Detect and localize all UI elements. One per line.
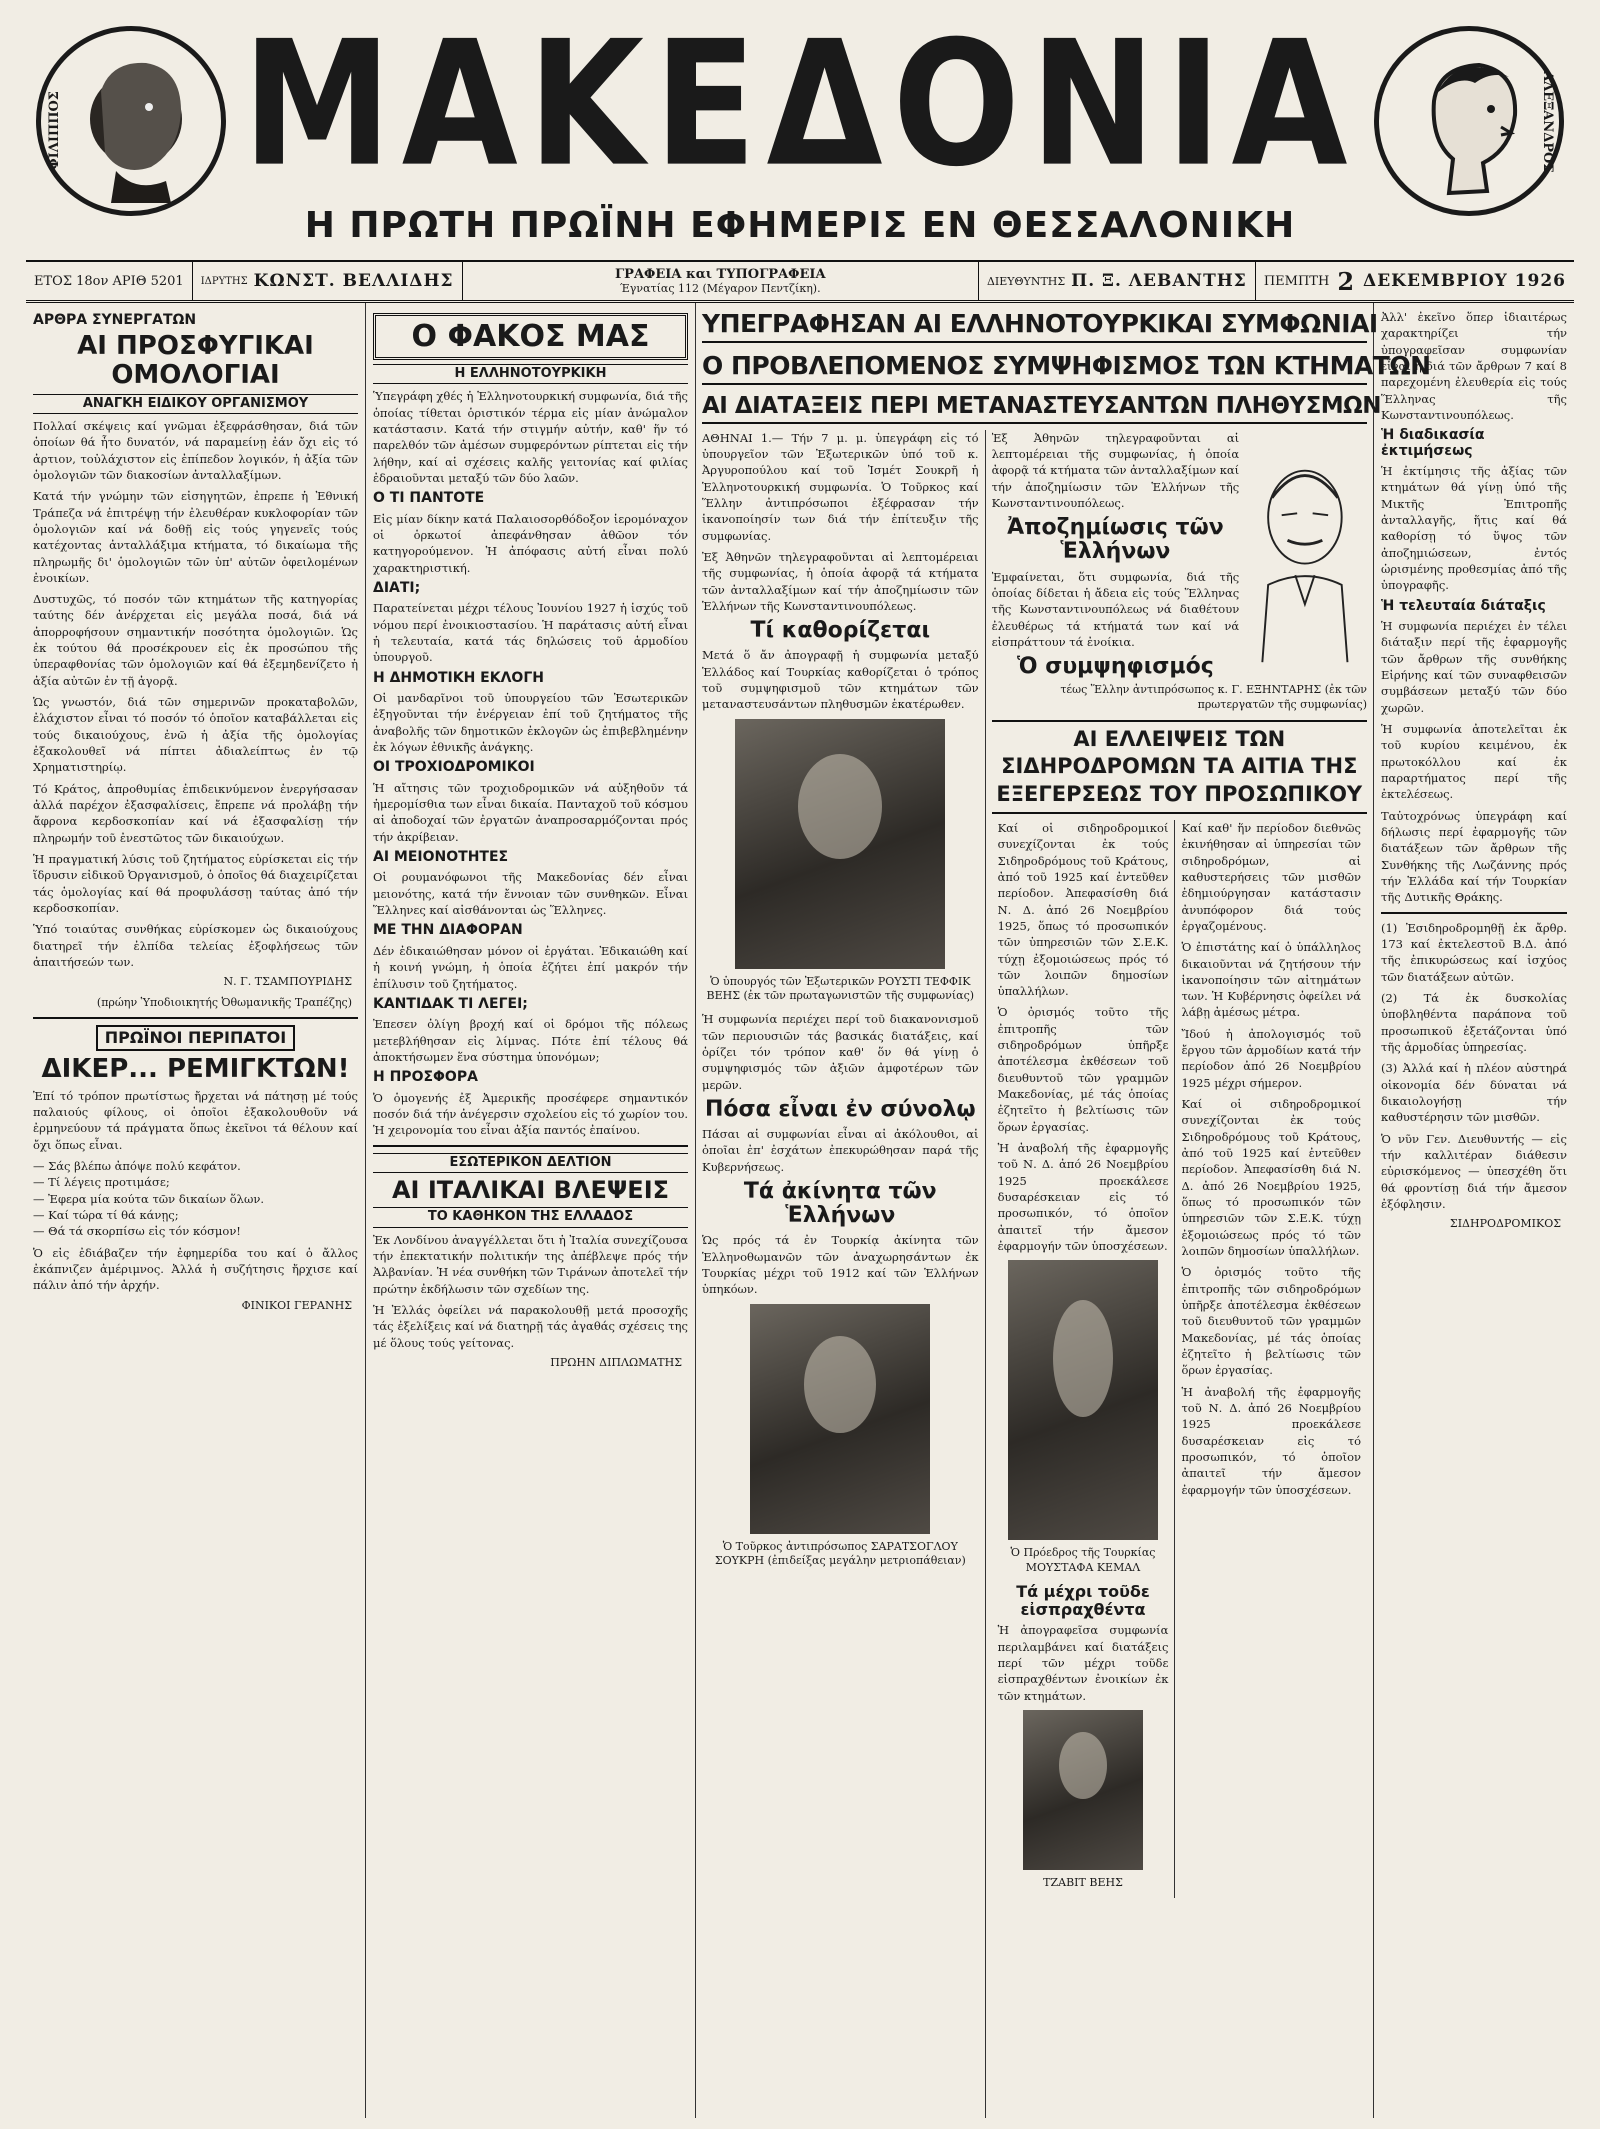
article-paragraph: Ἐκ Λονδίνου ἀναγγέλλεται ὅτι ἡ Ἰταλία συνεχίζουσα τήν ἐπεκτατικήν πολιτικήν της ἀπέβλεψε πρός τήν Ἀλβανίαν. Ἡ νέα συνθήκη τῶν Τιράνων ἀποτελεῖ τήν πρώτην ἐκδήλωσιν τῶν σχεδίων της.	[373, 1232, 688, 1296]
article-paragraph: Εἰς μίαν δίκην κατά Παλαιοσορθόδοξον ἱερομόναχον οἱ ὁρκωτοί ἀπεφάνθησαν ἀθῶον τόν κατηγορούμενον. Ἡ ἀπόφασις αὐτή εἶναι πολύ χαρακτηριστική.	[373, 511, 688, 575]
railway-paragraph: Καί καθ' ἥν περίοδον διεθνῶς ἐκινήθησαν αἱ ὑπηρεσίαι τῶν σιδηροδρόμων, αἱ καθυστερήσεις τῶν μισθῶν ἐδημιούργησαν κατάστασιν ἀνυπόφορον διά τούς ἐργαζομένους.	[1181, 820, 1361, 933]
column-headline: Ο ΦΑΚΟΣ ΜΑΣ	[373, 313, 688, 360]
article-paragraph: Δέν ἐδικαιώθησαν μόνον οἱ ἐργάται. Ἐδικαιώθη καί ἡ κοινή γνώμη, ἡ ὁποία ἐζήτει ἐπί μακρόν τήν ἐπίλυσιν τοῦ ζητήματος.	[373, 943, 688, 991]
article-paragraph: Οἱ μανδαρῖνοι τοῦ ὑπουργείου τῶν Ἐσωτερικῶν ἐξηγοῦνται τήν ἐνέργειαν ἐπί τοῦ ζητήματος τῆς ἀναβολῆς τῶν δημοτικῶν ἐκλογῶν ὡς ἐπιβεβλημένην ἐκ λόγων ἐθνικῆς ἀνάγκης.	[373, 691, 688, 755]
article-subheading: Ἡ διαδικασία ἐκτιμήσεως	[1381, 427, 1485, 459]
lead-column-left	[696, 430, 986, 2118]
alexander-profile-icon	[1379, 31, 1559, 211]
lead-paragraph: Ἡ ἀπογραφεῖσα συμφωνία περιλαμβάνει καί διατάξεις περί τῶν μέχρι τοῦδε εἰσπραχθέντων ἐνοικίων ἐκ τῶν κτημάτων.	[997, 1623, 1169, 1703]
railway-paragraph: Καί οἱ σιδηροδρομικοί συνεχίζονται ἐκ τούς Σιδηροδρόμους τοῦ Κράτους, ἀπό τοῦ 1925 καί ἐντεῦθεν περίοδον. Ἀπεφασίσθη διά Ν. Δ. ἀπό 26 Νοεμβρίου 1925, ὅπως τό προσωπικόν τῶν ὑπηρεσιῶν τῶν Σ.Ε.Κ. τύχῃ ἐξομοιώσεως πρός τό τῶν λοιπῶν δημοσίων ὑπαλλήλων.	[997, 820, 1169, 999]
article-headline: ΑΙ ΠΡΟΣΦΥΓΙΚΑΙ ΟΜΟΛΟΓΙΑΙ	[77, 331, 314, 390]
lead-subheading: Τά μέχρι τοῦδε εἰσπραχθέντα	[1016, 1582, 1150, 1619]
portrait-photo	[1008, 1260, 1158, 1540]
lead-subheading: Τά ἀκίνητα τῶν Ἑλλήνων	[743, 1179, 937, 1229]
article-dialogue: — Σάς βλέπω ἀπόψε πολύ κεφάτον. — Τί λέγεις προτιμάσε; — Ἐφερα μία κούτα τῶν δικαίων ὅλων. — Καί τώρα τί θά κάνῃς; — Θά τά σκορπίσω εἰς τόν κόσμον!	[33, 1158, 264, 1239]
lead-headline: Ο ΠΡΟΒΛΕΠΟΜΕΝΟΣ ΣΥΜΨΗΦΙΣΜΟΣ ΤΩΝ ΚΤΗΜΑΤΩΝ	[702, 349, 1367, 385]
section-label: ΕΣΩΤΕΡΙΚΟΝ ΔΕΛΤΙΟΝ	[373, 1153, 688, 1173]
article-paragraph: Ὑπό τοιαύτας συνθήκας εὑρίσκομεν ὡς δικαιούχους διατηρεῖ τήν ἐλπίδα τελείας ἐξοφλήσεως τῶν ἀπαιτήσεών των.	[33, 922, 358, 970]
railway-paragraph: Καί οἱ σιδηροδρομικοί συνεχίζονται ἐκ τούς Σιδηροδρόμους τοῦ Κράτους, ἀπό τοῦ 1925 καί ἐντεῦθεν περίοδον. Ἀπεφασίσθη διά Ν. Δ. ἀπό 26 Νοεμβρίου 1925, ὅπως τό προσωπικόν τῶν ὑπηρεσιῶν τῶν Σ.Ε.Κ. τύχῃ ἐξομοιώσεως πρός τό τῶν λοιπῶν δημοσίων ὑπαλλήλων.	[1181, 1097, 1361, 1259]
article-signature: ΠΡΩΗΝ ΔΙΠΛΩΜΑΤΗΣ	[550, 1355, 682, 1369]
lead-story-area	[696, 303, 1431, 2118]
lead-right-text	[992, 430, 1244, 684]
lead-story-columns	[696, 430, 1373, 2118]
railway-paragraph: Ὁ ὀρισμός τοῦτο τῆς ἐπιτροπῆς τῶν σιδηροδρόμων ὑπῆρξε ἀποτέλεσμα ἐκθέσεων τοῦ διευθυντοῦ τῶν γραμμῶν Μακεδονίας, μέ τάς ὁποίας ἐζητεῖτο ἡ βελτίωσις τῶν ὅρων ἐργασίας.	[997, 1005, 1169, 1134]
photo-caption: Ὁ ὑπουργός τῶν Ἐξωτερικῶν ΡΟΥΣΤΙ ΤΕΦΦΙΚ ΒΕΗΣ (ἐκ τῶν πρωταγωνιστῶν τῆς συμφωνίας)	[706, 974, 975, 1002]
alexander-coin-emblem	[1374, 26, 1564, 216]
item-title: ΔΙΑΤΙ;	[373, 579, 421, 596]
railway-story-columns	[992, 820, 1367, 1898]
item-title: Η ΔΗΜΟΤΙΚΗ ΕΚΛΟΓΗ	[373, 669, 544, 686]
lead-paragraph: Ὡς πρός τά ἐν Τουρκίᾳ ἀκίνητα τῶν Ἑλληνοθωμανῶν τῶν ἀναχωρησάντων ἐκ Τουρκίας μέχρι τοῦ 1912 καί τῶν Ἑλλήνων ὑπηκόων.	[702, 1233, 979, 1297]
lead-paragraph: Μετά ὅ ἄν ἀπογραφῇ ἡ συμφωνία μεταξύ Ἑλλάδος καί Τουρκίας καθορίζεται ὁ τρόπος τοῦ συμψηφισμοῦ τῶν κτημάτων τῶν μεταναστευσάντων πληθυσμῶν ἑκατέρωθεν.	[702, 648, 979, 712]
railway-footnote: (3) Ἀλλά καί ἡ πλέον αὐστηρά οἰκονομία δέν δύναται νά δικαιολογήσῃ τήν καθυστέρησιν τῶν μισθῶν.	[1381, 1061, 1567, 1125]
lead-subheading: Ὁ συμψηφισμός	[1017, 654, 1214, 680]
article-paragraph: Ἐπεσεν ὀλίγη βροχή καί οἱ δρόμοι τῆς πόλεως μετεβλήθησαν εἰς λίμνας. Πότε ἐπί τέλους θά ἀποκτήσωμεν ἕνα σύστημα ὑπονόμων;	[373, 1017, 688, 1064]
lead-subheading: Πόσα εἶναι ἐν σύνολῳ	[704, 1096, 976, 1122]
photo-caption: ΤΖΑΒΙΤ ΒΕΗΣ	[1043, 1875, 1123, 1889]
article-paragraph: Ἀλλ' ἐκεῖνο ὅπερ ἰδιαιτέρως χαρακτηρίζει τήν ὑπογραφεῖσαν συμφωνίαν εἶναι ἡ διά τῶν ἄρθρων 7 καί 8 παρεχομένη ἐλευθερία εἰς τούς Ἕλληνας τῆς Κωνσταντινουπόλεως.	[1381, 310, 1567, 422]
offices-info: ΓΡΑΦΕΙΑ και ΤΥΠΟΓΡΑΦΕΙΑ Έγνατίας 112 (Μέγαρον Πεντζίκη).	[463, 262, 979, 300]
director-info: ΔΙΕΥΘΥΝΤΗΣ Π. Ξ. ΛΕΒΑΝΤΗΣ	[979, 262, 1256, 300]
article-paragraph: Ἡ συμφωνία ἀποτελεῖται ἐκ τοῦ κυρίου κειμένου, ἐκ πρωτοκόλλου καί ἐκ παραρτήματος περί τῆς ἐκτελέσεως.	[1381, 722, 1567, 802]
railway-paragraph: Ἡ ἀναβολή τῆς ἐφαρμογῆς τοῦ Ν. Δ. ἀπό 26 Νοεμβρίου 1925 προεκάλεσε δυσαρέσκειαν εἰς τό προσωπικόν, τό ὁποῖον ἀπαιτεῖ τήν ἄμεσον ἐφαρμογήν τῶν ὑποσχέσεων.	[997, 1141, 1169, 1254]
railway-footnote: (2) Τά ἐκ δυσκολίας ὑποβληθέντα παράπονα τοῦ προσωπικοῦ ἐξετάζονται ὑπό τῆς ἁρμοδίας ὑπηρεσίας.	[1381, 990, 1567, 1054]
railway-column-a	[992, 820, 1176, 1898]
lead-paragraph: Ἐμφαίνεται, ὅτι συμφωνία, διά τῆς ὁποίας δίδεται ἡ ἄδεια εἰς τούς Ἕλληνας τῆς Κωνσταντινουπόλεως νά διαθέτουν ἐλευθέρως τά κτήματά των καί νά εἰσπράττουν τά ἐνοίκια.	[991, 569, 1240, 649]
newspaper-subtitle: Η ΠΡΩΤΗ ΠΡΩΪΝΗ ΕΦΗΜΕΡΙΣ ΕΝ ΘΕΣΣΑΛΟΝΙΚΗ	[304, 205, 1296, 246]
item-title: ΟΙ ΤΡΟΧΙΟΔΡΟΜΙΚΟΙ	[373, 759, 535, 776]
railway-paragraph: Ὁ ἐπιστάτης καί ὁ ὑπάλληλος δικαιοῦνται νά ζητήσουν τήν ἱκανοποίησιν τῶν αἰτημάτων των. Ἡ Κυβέρνησις ὀφείλει νά λάβῃ ἀμέσως μέτρα.	[1181, 940, 1361, 1020]
founder-info: ΙΔΡΥΤΗΣ ΚΩΝΣΤ. ΒΕΛΛΙΔΗΣ	[193, 262, 463, 300]
article-paragraph: Κατά τήν γνώμην τῶν εἰσηγητῶν, ἐπρεπε ἡ Ἐθνική Τράπεζα νά ἐπιτρέψῃ τήν ἐλευθέραν κυκλοφορίαν τῶν ὁμολογιῶν καί νά δοθῇ εἰς τούς γηγενεῖς τούς κατέχοντας ἀνταλλάξιμα κτήματα, τό δικαίωμα τῆς πληρωμῆς δι' ὁμολογιῶν τῶν ὑπ' αὐτῶν ὀφειλομένων ἐνοικίων.	[33, 489, 358, 585]
page-columns	[26, 303, 1574, 2118]
lead-headlines	[696, 303, 1431, 430]
issue-date: ΠΕΜΠΤΗ 2 ΔΕΚΕΜΒΡΙΟΥ 1926	[1263, 266, 1566, 296]
lead-subheading: Τί καθορίζεται	[750, 618, 931, 644]
column-articles	[26, 303, 366, 2118]
column-commentary	[366, 303, 696, 2118]
lead-headline: ΑΙ ΔΙΑΤΑΞΕΙΣ ΠΕΡΙ ΜΕΤΑΝΑΣΤΕΥΣΑΝΤΩΝ ΠΛΗΘΥΣΜΩΝ	[702, 391, 1367, 424]
lead-column-right	[986, 430, 1373, 2118]
portrait-photo	[1023, 1710, 1143, 1870]
article-signature-title: (πρώην Ὑποδιοικητής Ὀθωμανικῆς Τραπέζης)	[96, 996, 352, 1010]
item-title: Ο ΤΙ ΠΑΝΤΟΤΕ	[373, 490, 485, 507]
portrait-photo	[750, 1304, 930, 1534]
photo-caption: Ὁ Τοῦρκος ἀντιπρόσωπος ΣΑΡΑΤΣΟΓΛΟΥ ΣΟΥΚΡΗ (ἐπιδείξας μεγάλην μετριοπάθειαν)	[714, 1539, 966, 1568]
issue-info-bar	[26, 260, 1574, 303]
column-subhead: Η ΕΛΛΗΝΟΤΟΥΡΚΙΚΗ	[373, 364, 688, 384]
article-paragraph: Ὁ ὁμογενής ἐξ Ἀμερικῆς προσέφερε σημαντικόν ποσόν διά τήν ἀνέγερσιν σχολείου εἰς τό χωρίον του. Ἡ χειρονομία του εἶναι ἀξία παντός ἐπαίνου.	[373, 1090, 688, 1138]
article-paragraph: Ἡ Ἑλλάς ὀφείλει νά παρακολουθῇ μετά προσοχῆς τάς ἐξελίξεις καί νά διατηρῇ τάς ἀγαθάς σχέσεις της μέ ὅλους τούς γείτονας.	[373, 1302, 688, 1350]
article-paragraph: Ἡ αἴτησις τῶν τροχιοδρομικῶν νά αὐξηθοῦν τά ἡμερομίσθια των εἶναι δικαία. Πανταχοῦ τοῦ κόσμου αἱ ἀποδοχαί τῶν ἐργατῶν ἀναπροσαρμόζονται πρός τήν ἀκρίβειαν.	[373, 780, 688, 844]
article-headline: ΑΙ ΙΤΑΛΙΚΑΙ ΒΛΕΨΕΙΣ	[391, 1175, 670, 1204]
article-paragraph: Ὁ νῦν Γεν. Διευθυντής — εἰς τήν καλλιτέραν διάθεσιν εὑρισκόμενος — ὑπεσχέθη ὅτι θά φροντίσῃ διά τήν ἄμεσον ἐξόφλησιν.	[1381, 1131, 1567, 1211]
column-box-label: ΠΡΩΪΝΟΙ ΠΕΡΙΠΑΤΟΙ	[96, 1025, 295, 1051]
section-label: ΑΡΘΡΑ ΣΥΝΕΡΓΑΤΩΝ	[33, 312, 197, 328]
article-paragraph: Ἡ ἐκτίμησις τῆς ἀξίας τῶν κτημάτων θά γίνῃ ὑπό τῆς Μικτῆς Ἐπιτροπῆς ἀνταλλαγῆς, ἥτις καί θά καθορίσῃ τό ὕψος τῶν ἀποζημιώσεων, ἐντός ὡρισμένης προθεσμίας ἀπό τῆς ὑπογραφῆς.	[1381, 464, 1567, 593]
sketch-portrait-icon	[1243, 436, 1367, 666]
article-paragraph: Παρατείνεται μέχρι τέλους Ἰουνίου 1927 ἡ ἰσχύς τοῦ νόμου περί ἐνοικιοστασίου. Ἡ παράτασις αὐτή εἶναι ἡ τελευταία, κατά τάς δηλώσεις τοῦ ἁρμοδίου ὑπουργοῦ.	[373, 601, 688, 665]
article-signature: Ν. Γ. ΤΣΑΜΠΟΥΡΙΔΗΣ	[223, 975, 352, 989]
sketch-portrait	[1243, 436, 1367, 666]
sketch-portrait-area	[1243, 430, 1367, 684]
railway-paragraph: Ἴδού ἡ ἀπολογισμός τοῦ ἔργου τῶν ἀρμοδίων κατά τήν περίοδον ἀπό 26 Νοεμβρίου 1925 μέχρι σήμερον.	[1181, 1026, 1361, 1090]
article-subhead: ΑΝΑΓΚΗ ΕΙΔΙΚΟΥ ΟΡΓΑΝΙΣΜΟΥ	[33, 394, 358, 414]
item-title: ΜΕ ΤΗΝ ΔΙΑΦΟΡΑΝ	[373, 922, 523, 939]
divider	[1381, 912, 1567, 914]
article-paragraph: Οἱ ρουμανόφωνοι τῆς Μακεδονίας δέν εἶναι μειονότης, κατά τήν ἔννοιαν τῶν συνθηκῶν. Εἶναι Ἕλληνες καί αἰσθάνονται ὡς Ἕλληνες.	[373, 870, 688, 918]
railway-footnote: (1) Ἐσιδηροδρομηθῇ ἐκ ἄρθρ. 173 καί ἐκτελεστοῦ Β.Δ. ἀπό τῆς ἐπικυρώσεως καί ἰσχύος τῶν διατάξεων αὐτῶν.	[1381, 920, 1567, 984]
article-paragraph: Ὁ εἰς ἐδιάβαζεν τήν ἐφημερίδα του καί ὁ ἄλλος ἐκάπνιζεν ἀμέριμνος. Ἀλλά ἡ συζήτησις ἤρχισε καί πάλιν ἀπό τήν ἀρχήν.	[33, 1245, 358, 1293]
article-paragraph: Τό Κράτος, ἀπροθυμίας ἐπιδεικνύμενον ἐνεργήσασαν ἀλλά παρέχον ἐξασφαλίσεις, ἔπρεπε νά προλάβῃ τήν ἄφρονα κερδοσκοπίαν καί νά ἐξασφαλίσῃ τήν πληρωμήν τοῦ ἐνεστῶτος τῶν δικαιούχων.	[33, 781, 358, 845]
column-right	[1374, 303, 1574, 2118]
article-paragraph: Ὑπεγράφη χθές ἡ Ἑλληνοτουρκική συμφωνία, διά τῆς ὁποίας τίθεται ὁριστικόν τέρμα εἰς μίαν ἀνώμαλον κατάστασιν. Κατά τήν στιγμήν αὐτήν, καθ' ἥν τό παρελθόν τῶν ἀμέσων συμφερόντων ρίπτεται εἰς τήν λήθην, καί αἱ σχέσεις καλῆς γειτονίας καί φιλίας ἐδραιοῦνται μεταξύ τῶν δύο λαῶν.	[373, 389, 688, 485]
article-paragraph: Ἡ πραγματική λύσις τοῦ ζητήματος εὑρίσκεται εἰς τήν ἵδρυσιν εἰδικοῦ Ὀργανισμοῦ, ὁ ὁποῖος θά διαχειρίζεται τάς ὁμολογίας καί θά προφυλάσσῃ ταύτας ἀπό τήν κερδοσκοπίαν.	[33, 852, 358, 916]
issue-number: ΕΤΟΣ 18ον ΑΡΙΘ 5201	[26, 262, 193, 300]
lead-paragraph: Ἡ συμφωνία περιέχει περί τοῦ διακανονισμοῦ τῶν περιουσιῶν τάς βασικάς διατάξεις, καί ὁρίζει τόν τρόπον καθ' ὅν θά γίνῃ ὁ συμψηφισμός τῶν ἀξιῶν ἀμφοτέρων τῶν μερῶν.	[702, 1012, 979, 1092]
railway-column-b	[1175, 820, 1367, 1898]
lead-paragraph: Πάσαι αἱ συμφωνίαι εἶναι αἱ ἀκόλουθοι, αἱ ὁποῖαι ἐπ' ἐσχάτων ἐπεκυρώθησαν παρά τῆς Κυβερνήσεως.	[702, 1127, 979, 1174]
divider	[33, 1017, 358, 1019]
article-signature: ΦΙΝΙΚΟΙ ΓΕΡΑΝΗΣ	[241, 1298, 352, 1312]
item-title: Η ΠΡΟΣΦΟΡΑ	[373, 1069, 478, 1086]
sketch-caption: τέως Ἕλλην ἀντιπρόσωπος κ. Γ. ΕΞΗΝΤΑΡΗΣ (ἐκ τῶν πρωτεργατῶν τῆς συμφωνίας)	[1060, 683, 1367, 711]
article-paragraph: Ὡς γνωστόν, διά τῶν σημερινῶν προκαταβολῶν, ἐλάχιστον εἶναι τό ποσόν τό ὁποῖον καταβάλλεται εἰς τούς δικαιούχους, ἐνῶ ἡ ἀξία τῆς ὁμολογίας ἐξακολουθεῖ νά πίπτει ἀδιαλείπτως ἐν τῷ Χρηματιστηρίῳ.	[33, 695, 358, 775]
lead-paragraph: Ἐξ Ἀθηνῶν τηλεγραφοῦνται αἱ λεπτομέρειαι τῆς συμφωνίας, ἡ ὁποία ἀφορᾷ τά κτήματα τῶν ἀνταλλαξίμων καί τήν ἀποζημίωσιν τῶν Ἑλλήνων τῆς Κωνσταντινουπόλεως.	[991, 430, 1240, 510]
divider	[373, 1145, 688, 1147]
article-paragraph: Ἐπί τό τρόπον πρωτίστως ἤρχεται νά πάτησῃ μέ τούς παλαιούς φίλους, οἱ ὁποῖοι ἐξακολουθοῦν νά ἐρμηνεύουν τά πράγματα ὅπως ἐκεῖνοι τά θέλουν καί ὄχι ὅπως εἶναι.	[33, 1088, 358, 1152]
item-title: ΑΙ ΜΕΙΟΝΟΤΗΤΕΣ	[373, 849, 509, 866]
newspaper-title: ΜΑΚΕΔΟΝΙΑ	[242, 4, 1358, 206]
railway-headline: ΑΙ ΕΛΛΕΙΨΕΙΣ ΤΩΝ ΣΙΔΗΡΟΔΡΟΜΩΝ ΤΑ ΑΙΤΙΑ ΤΗΣ ΕΞΕΓΕΡΣΕΩΣ ΤΟΥ ΠΡΟΣΩΠΙΚΟΥ	[992, 720, 1367, 814]
article-paragraph: Ἡ συμφωνία περιέχει ἐν τέλει διάταξιν περί τῆς ἐφαρμογῆς τῶν ἄρθρων τῆς συνθήκης Εἰρήνης καί τῶν συναφθεισῶν συμβάσεων μεταξύ τῶν δύο χωρῶν.	[1381, 619, 1567, 715]
lead-headline: ΥΠΕΓΡΑΦΗΣΑΝ ΑΙ ΕΛΛΗΝΟΤΟΥΡΚΙΚΑΙ ΣΥΜΦΩΝΙΑΙ	[702, 307, 1367, 343]
article-headline: ΔΙΚΕΡ... ΡΕΜΙΓΚΤΩΝ!	[41, 1053, 350, 1084]
philip-coin-label: ΦΙΛΙΠΠΟΣ	[47, 91, 62, 170]
lead-right-top	[992, 430, 1367, 684]
article-subheading: Ἡ τελευταία διάταξις	[1381, 597, 1546, 614]
portrait-photo	[735, 719, 945, 969]
article-signature: ΣΙΔΗΡΟΔΡΟΜΙΚΟΣ	[1449, 1217, 1561, 1231]
article-paragraph: Πολλαί σκέψεις καί γνῶμαι ἐξεφράσθησαν, διά τῶν ὁποίων θά ἦτο δυνατόν, νά παραμείνῃ ἐάν ὄχι εἰς τό ἀρτιον, τοὐλάχιστον εἰς ἐπίπεδον λογικόν, ἡ ἀξία τῶν ὁμολογιῶν τῶν διακοσίων ἀνταλλαξίμων.	[33, 418, 358, 482]
photo-caption: Ὁ Πρόεδρος τῆς Τουρκίας ΜΟΥΣΤΑΦΑ ΚΕΜΑΛ	[1010, 1546, 1156, 1574]
railway-paragraph: Ἡ ἀναβολή τῆς ἐφαρμογῆς τοῦ Ν. Δ. ἀπό 26 Νοεμβρίου 1925 προεκάλεσε δυσαρέσκειαν εἰς τό προσωπικόν, τό ὁποῖον ἀπαιτεῖ τήν ἄμεσον ἐφαρμογήν τῶν ὑποσχέσεων.	[1181, 1384, 1361, 1497]
masthead	[26, 4, 1574, 260]
alexander-coin-label: ΑΛΕΞΑΝΔΡΟΣ	[1540, 71, 1555, 173]
article-paragraph: Δυστυχῶς, τό ποσόν τῶν κτημάτων τῆς κατηγορίας ταύτης δέν ἀνέρχεται εἰς μεγάλα ποσά, διά νά ἀπορροφήσουν σημαντικήν ποσότητα ὁμολογιῶν. Ὡς ἐκ τούτου θά προσέκρουεν εἰς ἐκ προσώπου τῆς ὑπεραφθονίας τῶν ὁμολογιῶν καί θά ἐξεμηδενίζετο ἡ ἀξία αὐτῶν ἐν τῇ ἀγορᾷ.	[33, 592, 358, 688]
railway-paragraph: Ὁ ὀρισμός τοῦτο τῆς ἐπιτροπῆς τῶν σιδηροδρόμων ὑπῆρξε ἀποτέλεσμα ἐκθέσεων τοῦ διευθυντοῦ τῶν γραμμῶν Μακεδονίας, μέ τάς ὁποίας ἐζητεῖτο ἡ βελτίωσις τῶν ὅρων ἐργασίας.	[1181, 1265, 1361, 1378]
lead-subheading: Ἀποζημίωσις τῶν Ἑλλήνων	[1007, 515, 1224, 565]
item-title: ΚΑΝΤΙΔΑΚ ΤΙ ΛΕΓΕΙ;	[373, 995, 528, 1012]
lead-paragraph: ΑΘΗΝΑΙ 1.— Τήν 7 μ. μ. ὑπεγράφη εἰς τό ὑπουργεῖον τῶν Ἐξωτερικῶν ὑπό τοῦ κ. Ἀργυροπούλου καί τοῦ Ἰσμέτ Σουκρῆ ἡ Ἑλληνοτουρκική συμφωνία. Ὁ Τοῦρκος καί Ἕλλην ἀντιπρόσωποι ἐξέφρασαν τήν ἱκανοποίησίν των διά τήν ἐπίτευξιν τῆς συμφωνίας.	[702, 430, 979, 543]
article-paragraph: Ταὐτοχρόνως ὑπεγράφη καί δήλωσις περί ἐφαρμογῆς τῶν διατάξεων τῶν ἄρθρων τῆς Συνθήκης τῆς Λωζάννης πρός τήν Ἑλλάδα καί τήν Τουρκίαν τῆς Δυτικῆς Θράκης.	[1381, 808, 1567, 905]
lead-paragraph: Ἐξ Ἀθηνῶν τηλεγραφοῦνται αἱ λεπτομέρειαι τῆς συμφωνίας, ἡ ὁποία ἀφορᾷ τά κτήματα τῶν ἀνταλλαξίμων καί τήν ἀποζημίωσιν τῶν Ἑλλήνων τῆς Κωνσταντινουπόλεως.	[702, 549, 979, 613]
article-subhead: ΤΟ ΚΑΘΗΚΟΝ ΤΗΣ ΕΛΛΑΔΟΣ	[373, 1207, 688, 1227]
